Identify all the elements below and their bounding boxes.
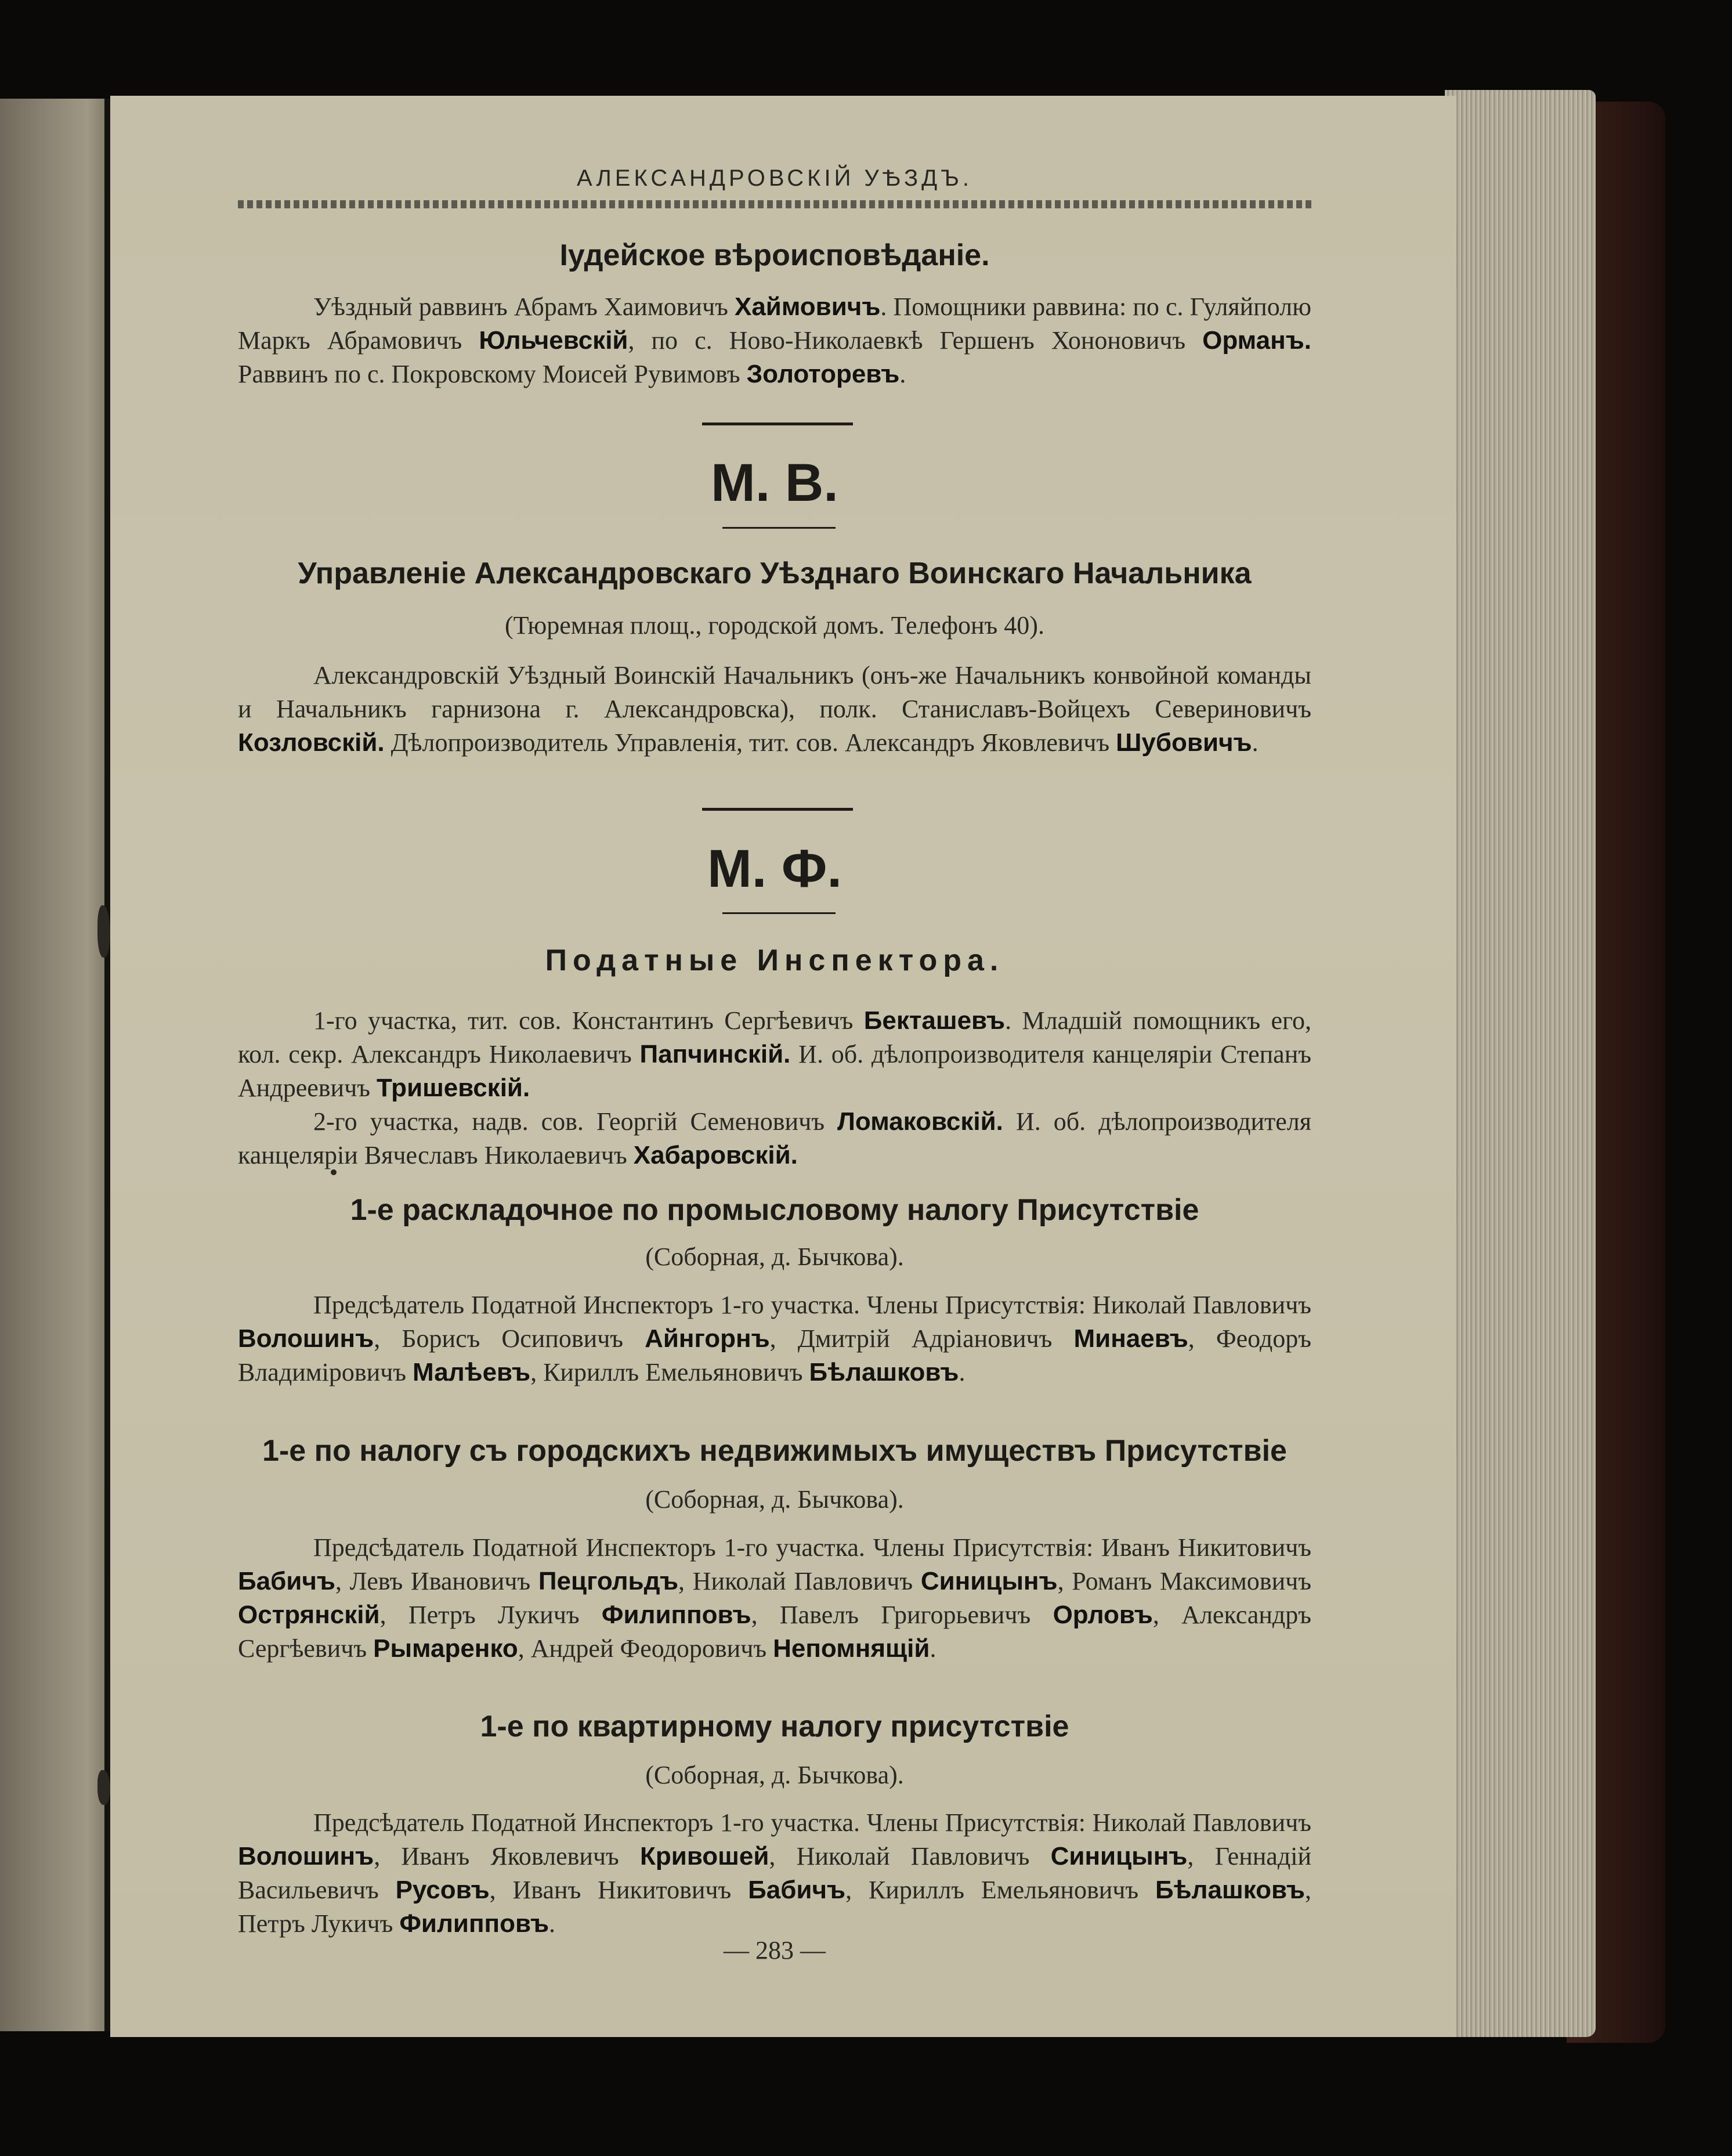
section-title-tax-inspectors: Податные Инспектора. (545, 944, 1004, 977)
person-surname: Непомнящій (773, 1634, 930, 1663)
heading-mv: М. В. (711, 453, 838, 512)
person-surname: Волошинъ (238, 1324, 374, 1353)
page-edges (1445, 90, 1596, 2037)
heading-underline (722, 912, 836, 914)
section-title-military: Управленіе Александровскаго Уѣзднаго Воинскаго Начальника (298, 557, 1252, 590)
person-surname: Хаймовичъ (734, 292, 881, 321)
heading-mf: М. Ф. (707, 839, 842, 898)
person-surname: Волошинъ (238, 1842, 374, 1870)
running-head: АЛЕКСАНДРОВСКІЙ УѢЗДЪ. (577, 165, 972, 191)
person-surname: Ломаковскій. (837, 1107, 1003, 1136)
address-property-tax: (Соборная, д. Бычкова). (645, 1485, 904, 1514)
person-surname: Бекташевъ (863, 1006, 1006, 1035)
paragraph-tax-inspectors-1: 1-го участка, тит. сов. Константинъ Сергѣевичъ Бекташевъ. Младшій помощникъ его, кол. секр. Александръ Николаевичъ Папчинскій. И. об. дѣлопроизводителя канцеляріи Степанъ Андреевичъ Тришевскій. (238, 1006, 1311, 1102)
section-title-judaic: Іудейское вѣроисповѣданіе. (559, 239, 990, 272)
person-surname: Орманъ. (1202, 326, 1311, 355)
section-divider (702, 422, 853, 425)
section-title-trade-tax: 1-е раскладочное по промысловому налогу Присутствіе (350, 1193, 1199, 1227)
section-divider (702, 808, 853, 811)
section-title-apartment-tax: 1-е по квартирному налогу присутствіе (480, 1710, 1069, 1743)
person-surname: Хабаровскій. (633, 1141, 798, 1169)
address-trade-tax: (Соборная, д. Бычкова). (645, 1243, 904, 1271)
person-surname: Малѣевъ (413, 1358, 531, 1386)
person-surname: Филипповъ (399, 1909, 549, 1938)
paragraph-tax-inspectors-2: 2-го участка, надв. сов. Георгій Семеновичъ Ломаковскій. И. об. дѣлопроизводителя канцеляріи Вячеславъ Николаевичъ Хабаровскій. (238, 1107, 1311, 1169)
stray-dot (331, 1169, 337, 1175)
paragraph-trade-tax: Предсѣдатель Податной Инспекторъ 1-го участка. Члены Присутствія: Николай Павловичъ Волошинъ, Борисъ Осиповичъ Айнгорнъ, Дмитрій Адріановичъ Минаевъ, Феодоръ Владиміровичъ Малѣевъ, Кириллъ Емельяновичъ Бѣлашковъ. (238, 1291, 1312, 1386)
person-surname: Козловскій. (238, 728, 385, 757)
person-surname: Тришевскій. (376, 1074, 530, 1102)
paragraph-property-tax: Предсѣдатель Податной Инспекторъ 1-го участка. Члены Присутствія: Иванъ Никитовичъ Бабичъ, Левъ Ивановичъ Пецгольдъ, Николай Павловичъ Синицынъ, Романъ Максимовичъ Острянскій, Петръ Лукичъ Филипповъ, Павелъ Григорьевичъ Орловъ, Александръ Сергѣевичъ Рымаренко, Андрей Феодоровичъ Непомнящій. (238, 1533, 1312, 1663)
person-surname: Филипповъ (601, 1601, 751, 1629)
paragraph-apartment-tax: Предсѣдатель Податной Инспекторъ 1-го участка. Члены Присутствія: Николай Павловичъ Волошинъ, Иванъ Яковлевичъ Кривошей, Николай Павловичъ Синицынъ, Геннадій Васильевичъ Русовъ, Иванъ Никитовичъ Бабичъ, Кириллъ Емельяновичъ Бѣлашковъ, Петръ Лукичъ Филипповъ. (238, 1808, 1311, 1938)
person-surname: Русовъ (395, 1876, 490, 1904)
person-surname: Орловъ (1053, 1601, 1153, 1629)
section-title-property-tax: 1-е по налогу съ городскихъ недвижимыхъ имуществъ Присутствіе (262, 1434, 1287, 1468)
person-surname: Пецгольдъ (538, 1567, 679, 1595)
person-surname: Острянскій (238, 1601, 380, 1629)
address-apartment-tax: (Соборная, д. Бычкова). (645, 1761, 904, 1789)
person-surname: Папчинскій. (639, 1040, 791, 1068)
paragraph-military: Александровскій Уѣздный Воинскій Начальникъ (онъ-же Начальникъ конвойной команды и Начальникъ гарнизона г. Александровска), полк. Станиславъ-Войцехъ Севериновичъ Козловскій. Дѣлопроизводитель Управленія, тит. сов. Александръ Яковлевичъ Шубовичъ. (238, 661, 1311, 757)
person-surname: Шубовичъ (1116, 728, 1252, 757)
heading-underline (722, 527, 836, 529)
person-surname: Бѣлашковъ (809, 1358, 959, 1386)
person-surname: Синицынъ (920, 1567, 1058, 1595)
person-surname: Минаевъ (1073, 1324, 1188, 1353)
person-surname: Бѣлашковъ (1155, 1876, 1305, 1904)
paragraph-judaic: Уѣздный раввинъ Абрамъ Хаимовичъ Хаймовичъ. Помощники раввина: по с. Гуляйполю Маркъ Абрамовичъ Юльчевскій, по с. Ново-Николаевкѣ Гершенъ Хононовичъ Орманъ. Раввинъ по с. Покровскому Моисей Рувимовъ Золоторевъ. (238, 292, 1311, 388)
person-surname: Рымаренко (373, 1634, 518, 1663)
person-surname: Юльчевскій (479, 326, 628, 355)
header-wavy-rule (238, 200, 1311, 208)
person-surname: Синицынъ (1050, 1842, 1188, 1870)
person-surname: Бабичъ (238, 1567, 335, 1595)
page-number: — 283 — (724, 1936, 826, 1964)
person-surname: Айнгорнъ (645, 1324, 770, 1353)
address-military: (Тюремная площ., городской домъ. Телефонъ 40). (505, 611, 1044, 640)
person-surname: Золоторевъ (746, 360, 900, 388)
person-surname: Кривошей (640, 1842, 769, 1870)
person-surname: Бабичъ (748, 1876, 846, 1904)
